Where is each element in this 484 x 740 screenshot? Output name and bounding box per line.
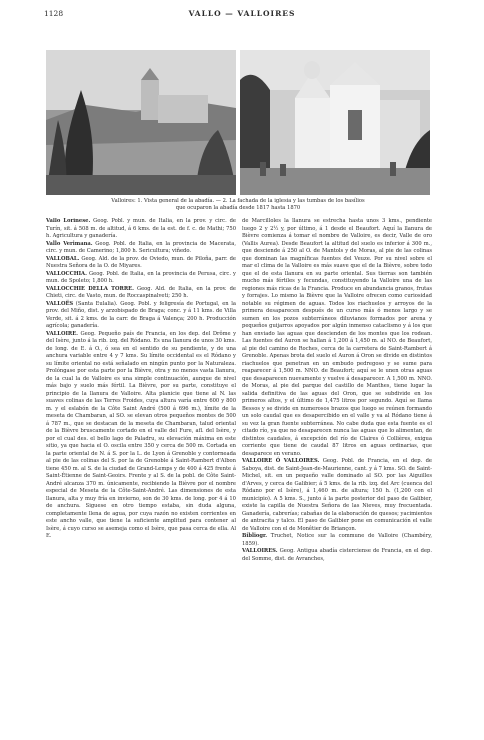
dictionary-entry bbox=[46, 218, 236, 241]
entry-text: Geog. Pobl. y mun. de Italia, en la prov. y circ. de Turín, sit. á 508 m. de altitud, á 6 kms. de la est. de f. c. de Mathi; 750 h. Agricultura y ganadería. bbox=[46, 218, 236, 239]
page-number: 1128 bbox=[44, 9, 64, 18]
entry-headword: VALLOCCHIA. bbox=[46, 270, 87, 277]
running-title: VALLO — VALLOIRES bbox=[188, 9, 296, 18]
dictionary-entry bbox=[46, 286, 236, 301]
entry-headword: VALLOËS bbox=[46, 300, 74, 307]
entry-headword: VALLOIRES. bbox=[242, 548, 278, 554]
entry-headword: VALLOCCHIE DELLA TORRE. bbox=[46, 285, 134, 292]
entry-text: Truchet, Notice sur la commune de Valloire (Chambéry, 1859). bbox=[242, 533, 432, 547]
dictionary-entry bbox=[242, 458, 432, 533]
entry-text: Geog. Antigua abadía cisterciense de Francia, en el dep. del Somme, dist. de Avranches, bbox=[242, 548, 432, 562]
dictionary-entry bbox=[46, 271, 236, 286]
entry-headword: VALLOIRE. bbox=[46, 330, 78, 337]
dictionary-entry bbox=[46, 301, 236, 331]
entry-text: Geog. Pequeño país de Francia, en los dep. del Drôme y del Isère, junto á la rib. izq. del Ródano. Es una llanura de unos 30 kms. de long. de E. á O., ó sea en el sentido de su pendiente, y de una anchura variable entre 4 y 7 kms. Su límite occidental es el Ródano y su límite oriental no está señalado en ningún punto por la Naturaleza. Prolóngase por esta parte por la Bièvre, otra y no menos vasta llanura, de la cual la de Valloire es una simple continuación, aunque de nivel más bajo y suelo más fértil. La Bièvre, por su parte, constituye el principio de la llanura de Valloire. Alta planicie que tiene al N. las suaves colinas de las Terres Froides, cuya altura varía entre 600 y 800 m. y el eslabón de la Côte Saint André (500 á 696 m.), límite de la meseta de Chambaran, al SO. se elevan otros pequeños montes de 500 á 787 m., que se destacan de la meseta de Chambaran, talud oriental de la Bièvre bruscamente cortado en el valle del Fure, afl. del Isère, y por el cual des. el bello lago de Paladru, su elevación máxima en este sitio, ya que hacia el O. oscila entre 350 y cerca de 500 m. Cortada en la parte oriental de N. á S. por la L. de Lyon á Grenoble y contorneada al pie de las colinas del S. por la de Grenoble á Saint-Rambert d'Albon tiene 450 m. al S. de la ciudad de Grand-Lemps y de 400 á 425 frente á Saint-Étienne de Saint-Geoirs. Frente y al S. de la pobl. de Côte Saint-André alcanza 370 m. únicamente, recibiendo la Bièvre por el nombre especial de Meseta de la Côte-Saint-André. Las dimensiones de esta llanura, alta y muy fría en invierno, son de 30 kms. de long. por 4 á 10 de anchura. Siguese en otro tiempo estaba, sin duda alguna, completamente llena de agua, por cuya razón no existen corrientes en este ancho valle, que tiene la suficiente amplitud para contener al Isère, á cuyo curso se asemeja como el Isère, que pasa cerca de ella. Al E. bbox=[46, 330, 236, 539]
caption-line-2: que ocuparon la abadía desde 1817 hasta 1870 bbox=[175, 205, 301, 211]
dictionary-entry bbox=[46, 241, 236, 256]
entry-text: Geog. Ald. de la prov. de Oviedo, mun. de Piloña, parr. de Nuestra Señora de la O. de Miyares. bbox=[46, 255, 236, 269]
entry-headword: VALLOIRE Ó VALLOIRES. bbox=[242, 458, 320, 464]
church-facade-photo bbox=[240, 50, 430, 195]
figure-caption bbox=[46, 198, 430, 212]
entry-headword: VALLOBAL. bbox=[46, 255, 80, 262]
left-column bbox=[46, 218, 236, 723]
entry-text: Geog. Pobl. de Italia, en la provincia de Perusa, circ. y mun. de Spoleto; 1,800 h. bbox=[46, 270, 236, 284]
entry-text: Geog. Pobl. de Francia, en el dep. de Saboya, dist. de Saint-Jean-de-Maurienne, cant. y á 7 kms. SO. de Saint-Michel, sit. en un pequeño valle dominado al SO. por las Aiguilles d'Arves, y cerca de Galibier; á 5 kms. de la rib. izq. del Arc (cuenca del Ródano por el Isère), á 1,460 m. de altura; 150 h. (1,200 con el municipio). A 5 kms. S., junto á la parte posterior del paso de Galibier, existe la capilla de Nuestra Señora de las Nieves, muy frecuentada. Ganadería, cabrerías; cabañas de la elaboración de quesos; yacimientos de antracita y talco. El paso de Galibier pone en comunicación el valle de Valloire con el de Monêtier de Briançon. bbox=[242, 458, 432, 532]
entry-text: de Marcilloles la llanura se estrecha hasta unos 3 kms., pendiente luego 2 y 2½ y, por último, á 1 desde el Beaufort. Aquí la llanura de Bièvre comienza á tomar el nombre de Valloire, es decir, Valle de oro (Vallis Aurea). Desde Beaufort la altitud del suelo es inferior á 300 m., que desciende á 250 al O. de Mantols y de Moras, al pie de las colinas que dominan las magníficas fuentes del Veuze. Por su nivel sobre el mar el clima de la Valloire es más suave que el de la Bièvre, sobre todo que el de esta llanura en su parte oriental. Sus tierras son también mucho más fértiles y fecundas, constituyendo la Valloire una de las regiones más ricas de la Francia. Produce en abundancia granos, frutas y forrajes. Lo mismo la Bièvre que la Valloire ofrecen como curiosidad notable su régimen de aguas. Todos los riachuelos y arroyos de la primera desaparecen después de un curso más ó menos largo y se sumen en los pozos subterráneos diluvianos formados por arena y pequeños guijarros apoyados por algún inmenso cataclismo y á los que han enviado las aguas que descienden de los montes que los rodean. Las fuentes del Auron se hallan á 1,200 á 1,450 m. al NO. de Beaufort, al pie del camino de Roches, cerca de la carretera de Saint-Rambert á Grenoble. Apenas brota del suelo el Auron á Oron se divide en distintos riachuelos que penetran en un embudo pedregoso y se sume para reaparecer á 1,500 m. NNO. de Beaufort; aquí se le unen otras aguas que desaparecen nuevamente y vuelve á desaparecer. A 1,500 m. NNO. de Moras, al pie del parque del castillo de Manthes, tiene lugar la salida definitiva de las aguas del Oron, que se subdivide en los primeros altos, y el último de 1,475 litros por segundo. Aquí se llama Bessos y se divide en numerosos brazos que luego se reúnen formando un solo caudal que es desapercibido en el valle y va al Ródano tiene á su vez la gran fuente subterránea. No cabe duda que esta fuente es el citado río, ya que no desaparecen nunca las aguas que lo alimentan, de distintos caudales, á excepción del río de Claires ó Collières, exigua corriente que tiene de caudal 87 litros en aguas ordinarias, que desaparece en verano. bbox=[242, 218, 432, 457]
entry-text: (Santa Eulalia). Geog. Pobl. y feligresía de Portugal, en la prov. del Miño, dist. y arzobispado de Braga; conc. y á 11 kms. de Villa Verde, sit. á 2 kms. de la carr. de Braga á Valença; 200 h. Producción agrícola; ganadería. bbox=[46, 300, 236, 329]
dictionary-entry bbox=[46, 256, 236, 271]
page-header bbox=[0, 8, 484, 20]
abbey-general-view-photo bbox=[46, 50, 236, 195]
right-column bbox=[242, 218, 432, 723]
caption-line-1: Valloires: 1. Vista general de la abadía. — 2. La fachada de la iglesia y las tumbas de los basílios bbox=[111, 198, 365, 204]
entry-headword: Vallo Verimana. bbox=[46, 240, 93, 247]
entry-text: Geog. Pobl. de Italia, en la provincia de Macerata, circ. y mun. de Camerino; 1,800 h. Sericultura; viñedo. bbox=[46, 240, 236, 254]
dictionary-entry bbox=[242, 218, 432, 458]
dictionary-entry bbox=[46, 331, 236, 541]
dictionary-entry bbox=[242, 548, 432, 563]
entry-headword: Bibliogr. bbox=[242, 533, 268, 539]
entry-headword: Vallo Lorinese. bbox=[46, 218, 91, 224]
entry-text: Geog. Ald. de Italia, en la prov. de Chieti, circ. de Vasto, mun. de Roccaspinalveti; 250 h. bbox=[46, 285, 236, 299]
dictionary-entry bbox=[242, 533, 432, 548]
